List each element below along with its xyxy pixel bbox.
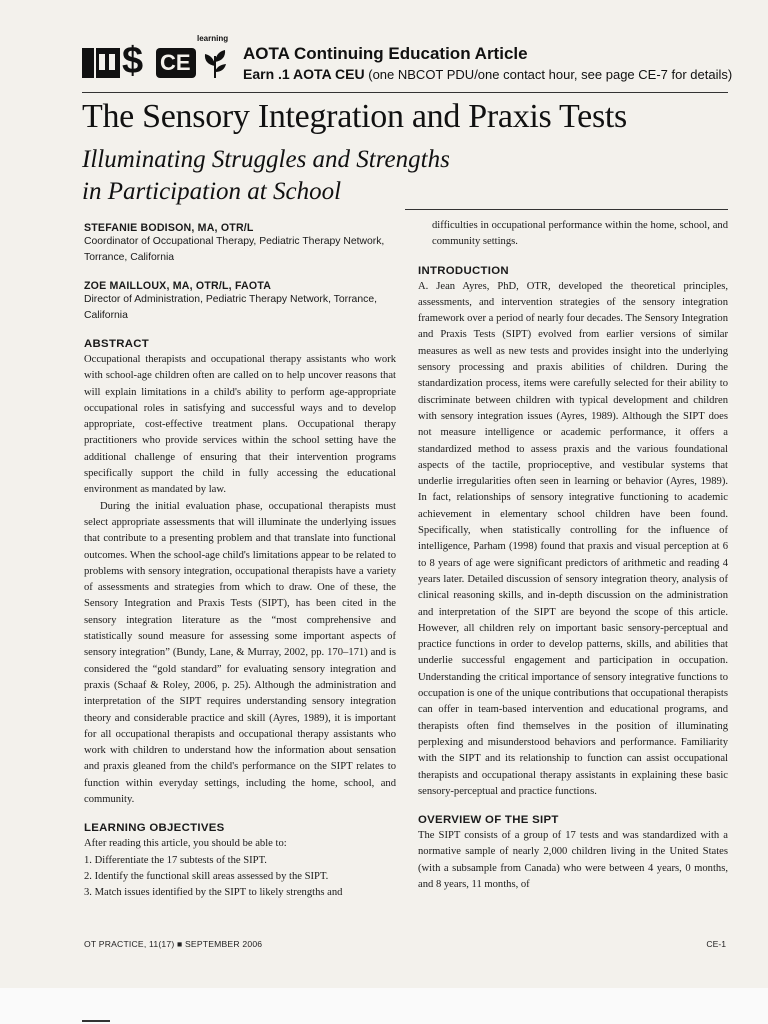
article-subtitle [82,144,642,208]
subtitle-divider [405,209,728,210]
logo-ce-icon: CE [156,48,196,78]
objective-item: 1. Differentiate the 17 subtests of the SIPT. [84,854,267,866]
header-divider [82,92,728,93]
objectives-list [84,853,396,902]
objectives-heading: LEARNING OBJECTIVES [84,822,225,835]
author-name-2: ZOE MAILLOUX, MA, OTR/L, FAOTA [84,280,272,292]
scan-mark [82,1020,110,1022]
header-title: AOTA Continuing Education Article [243,44,528,63]
author-name-1: STEFANIE BODISON, MA, OTR/L [84,222,254,234]
logo-bar-icon [82,48,94,78]
objectives-intro: After reading this article, you should be able to: [84,838,287,850]
introduction-heading: INTRODUCTION [418,264,509,277]
objective-item: 3. Match issues identified by the SIPT to likely strengths and [84,887,343,899]
subtitle-line-2: in Participation at School [82,178,342,205]
page-number: CE-1 [706,939,726,949]
author-affiliation-1: Coordinator of Occupational Therapy, Pediatric Therapy Network, Torrance, California [84,236,385,263]
objectives-continued: difficulties in occupational performance within the home, school, and community settings. [432,220,728,248]
objective-item: 2. Identify the functional skill areas assessed by the SIPT. [84,870,329,882]
introduction-text: A. Jean Ayres, PhD, OTR, developed the theoretical principles, assessments, and intervention strategies of the sensory integration framework over a period of nearly four decades. The Sensory Integration and Praxis Tests (SIPT) evolved from earlier versions of similar measures as well as new tests and provides insight into the underlying sensory processing and praxis abilities of children. During the standardization process, items were carefully selected for their ability to discriminate between children with typical development and children with sensory integration issues (Ayres, 1989). Although the SIPT does not measure intelligence or academic performance, it offers a standardized method to assess praxis and the various foundational aspects of the tactile, proprioceptive, and vestibular systems that underlie irregularities often seen in learning or behavior (Ayres, 1989). In fact, relationships of sensory integrative functioning to academic achievement in elementary school children have been found. Specifically, when statistically controlling for the influence of intelligence, Parham (1998) found that praxis and visual perception at 6 to 8 years of age were significant predictors of arithmetic and reading 4 years later. Detailed discussion of sensory integration theory, analysis of clinical reasoning skills, and in-depth discussion on the administration and interpretation of the SIPT are beyond the scope of this article. However, all children rely on important basic sensory-perceptual and practice functions in order to develop patterns, skills, and abilities that underlie successful engagement and participation in occupation. Understanding the critical importance of sensory integrative functions to occupation is one of the unique contributions that occupational therapists can offer in team-based intervention and educational programs, and therapists often find themselves in the position of illuminating perplexing and misunderstood behaviors and performance. Familiarity with the SIPT and its relationship to function can assist occupational therapists and occupational therapy assistants in explaining these basic sensory-perceptual and practice functions. [418,280,728,797]
overview-text: The SIPT consists of a group of 17 tests and was standardized with a normative sample of nearly 2,000 children living in the United States (with a subsample from Canada) who were between 4 years, 0 months, and 8 years, 11 months, of [418,830,728,890]
abstract-paragraph-1: Occupational therapists and occupational therapy assistants who work with school-age children often are called on to help uncover reasons that will explain limitations in a child's ability to perform age-appropriate occupational roles in satisfying and successful ways and to develop appropriate, cost-effective treatment plans. Occupational therapy practitioners who provide services within the school setting have the additional challenge of ensuring that their intervention programs specifically support the child in fully accessing the educational environment as mandated by law. [84,354,396,496]
abstract-heading: ABSTRACT [84,338,150,350]
header-ceu-line [243,66,732,82]
scan-margin [0,988,768,1024]
subtitle-line-1: Illuminating Struggles and Strengths [82,146,450,173]
overview-heading: OVERVIEW OF THE SIPT [418,814,559,827]
left-column [84,218,396,902]
ceu-details: (one NBCOT PDU/one contact hour, see page CE-7 for details) [364,67,733,82]
footer-citation: OT PRACTICE, 11(17) ■ SEPTEMBER 2006 [84,939,263,949]
aota-logo [82,34,242,82]
abstract-paragraph-2: During the initial evaluation phase, occupational therapists must select appropriate assessments that will illuminate the underlying issues that contribute to a presenting problem and that translate into functional outcomes. When the school-age child's limitations appear to be related to problems with sensory integration, occupational therapists have a variety of assessments and strategies from which to draw. One of these, the Sensory Integration and Praxis Tests (SIPT), has been cited in the sensory integration literature as the “most comprehensive and statistically sound measure for assessing some important aspects of sensory integration” (Bundy, Lane, & Murray, 2002, pp. 170–171) and is considered the “gold standard” for evaluating sensory integration and praxis (Schaaf & Roley, 2006, p. 25). Although the administration and interpretation of the SIPT requires understanding sensory integration theory and considerable practice and skill (Ayres, 1989), it is important for all occupational therapists and occupational therapy assistants who work with children to understand how the information about sensation and praxis gleaned from the child's performance on the SIPT relates to function within everyday settings, including the home, school, and community. [84,500,396,806]
logo-learning-label: learning [197,34,229,43]
logo-block-icon [96,48,120,78]
leaf-icon [202,48,228,78]
ceu-bold: Earn .1 AOTA CEU [243,66,365,82]
article-title: The Sensory Integration and Praxis Tests [82,98,627,135]
logo-dollar-icon: $ [122,40,144,82]
author-affiliation-2: Director of Administration, Pediatric Therapy Network, Torrance, California [84,294,377,321]
right-column [418,218,728,893]
